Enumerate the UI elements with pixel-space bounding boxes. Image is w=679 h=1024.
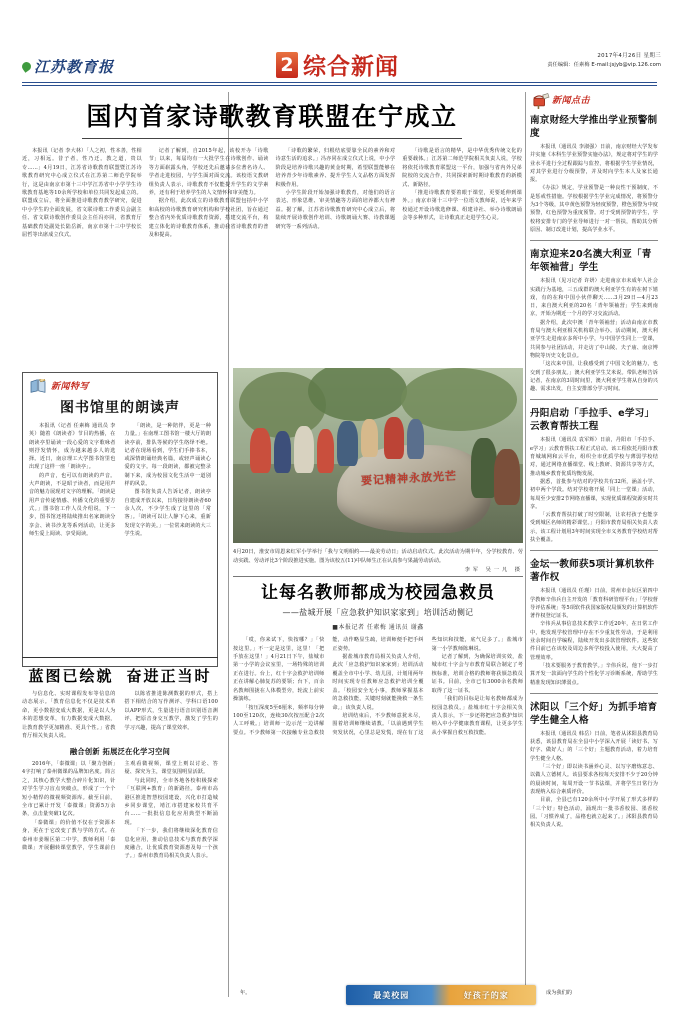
- photo-person: [494, 449, 520, 505]
- leaf-icon: [20, 60, 33, 73]
- bottom-left-subhead: 融合创新 拓展泛在化学习空间: [69, 747, 171, 756]
- second-paragraph: 「我们的目标是让每名教师都成为校园急救员。」盐城市红十字会相关负责人表示，下一步还将把应急救护知识纳入中小学健康教育课程，让更多学生从小掌握自救互救技能。: [431, 696, 523, 736]
- sidebar-headline: 沭阳以「三个好」为抓手培育学生健全人格: [530, 701, 658, 726]
- feature-paragraph: 「朗读，是一种陪伴，更是一种力量。」在南理工图书馆一楼大厅的朗读亭前，排队等候的学生络绎不绝。记者在现场看到，学生们手捧书本，或深情朗诵经典名篇，或轻声诵读心爱的文字。每一段朗读，都被完整录制下来，成为校园文化生活中一道别样的风景。: [124, 423, 211, 488]
- ad-banner[interactable]: [346, 985, 536, 1005]
- sidebar-paragraph: 辛伟兵从事信息技术教学工作近20年，在日常工作中，他发现学校管理中存在不少重复性劳动，于是利用业余时间自学编程，陆续开发出多款管理软件。这些软件目前已在该校及周边多所学校投入使用，大大提高了管理效率。: [530, 621, 658, 661]
- sidebar-paragraph: 目前，全县已有120余所中小学开展了形式多样的「三个好」特色活动，涌现出一批书香校园、墨香校园。「习惯养成了，品格也就立起来了。」沭阳县教育局相关负责人说。: [530, 797, 658, 829]
- lead-paragraph: 小学生阶段开始加强诗歌教育，对他们的语言表达、形象思维、审美情趣等方面的培养都大有裨益。据了解，江苏省诗歌教育研究中心成立后，将陆续开展诗歌创作培训、诗歌朗诵大赛、诗教课题研究等一系列活动。: [275, 190, 396, 230]
- sidebar-paragraph: 本报讯（通讯员 袁军辉）日前，丹阳市「手拉手、e学习」云教育帮扶工程正式启动。该工程依托丹阳市教育城域网和云平台，组织全市优质学校与薄弱学校结对，通过网络直播课堂、线上教研、资源共享等方式，推动城乡教育优质均衡发展。: [530, 437, 658, 477]
- bottom-left-paragraph: 与此同时，全市各地各校积极探索「互联网+教育」的新路径。泰州市高港区推进智慧校园建设，兴化市打造城乡同步课堂，靖江市搭建家校共育平台……一批批信息化应用典型不断涌现。: [124, 777, 218, 826]
- sidebar-paragraph: 「云教育帮扶打破了时空限制，让农村孩子也能享受到城区名师的精彩课堂。」丹阳市教育局相关负责人表示，该工程计划用3年时间实现全市义务教育学校结对帮扶全覆盖。: [530, 512, 658, 543]
- feature-badge: [29, 378, 211, 392]
- feature-paragraph: 的声音，也可以有朗读的声音。大声朗读，不是昭子读者，而是用声音的魅力展现对文字的理解。「朗读是用声音传递情感、传播文化的重要方式。」图书馆工作人员介绍说，下一步，图书馆还将陆续推出名家朗读分享会、读书沙龙等系列活动，让更多师生爱上阅读、享受阅读。: [29, 472, 116, 537]
- photo-person: [337, 421, 357, 467]
- bottom-left-paragraph: 「下一步，我们将继续深化教育信息化应用，推动信息技术与教育教学深度融合，让优质教育资源惠及每一个孩子。」泰州市教育局相关负责人表示。: [124, 828, 218, 860]
- sidebar-paragraph: 据介绍，此次中澳「青年领袖营」活动由南京市教育局与澳大利亚相关机构联合举办。活动期间，澳大利亚学生走进南京多所中小学，与中国学生同上一堂课，共同参与社团活动，并走访了中山陵、夫子庙、南京博物院等历史文化景点。: [530, 319, 658, 359]
- lead-paragraph: 「推进诗歌教育要着眼于课堂，更要延伸到课外。」南京市第十三中学一位语文教师说，近年来学校通过开设诗歌选修课、组建诗社、举办诗歌朗诵会等多种形式，让诗歌真正走进学生心灵。: [402, 190, 522, 222]
- photo-caption: 4月20日，淮安市周恩来红军小学举行「我与文明相约——最美劳动日」活动启动仪式。此次活动为期半年，分学校教育、劳动实践、劳动评比3个阶段推进实施。图为该校五(11)中队师生正在认真参与果蔬劳动活动。: [233, 549, 523, 564]
- sidebar-item-1[interactable]: [530, 248, 658, 393]
- sidebar-separator: [530, 399, 658, 400]
- photo-rock-inscription: 要记精神永放光芒: [360, 468, 457, 488]
- sidebar-paragraph: 本报讯（见习记者 许妍）走进南京市未成年人社会实践行为基地，三五成群的澳大利亚学生有的在树下嬉戏，有的在和中国小伙伴聊天……3月29日—4月23日，来自澳大利亚的20名「青年领袖营」学生来到南京，开始为期近一个月的学习交流活动。: [530, 278, 658, 318]
- masthead-rule-secondary: [22, 85, 657, 86]
- ad-banner-text-a: 最美校园: [373, 990, 410, 1000]
- lead-paragraph: 「诗歌的繁荣，归根结底要靠全民的素养和对诗意生活的追求。」冯亦同在成立仪式上说，中小学阶段是培养诗歌兴趣的黄金时期，希望联盟能够在培养青少年诗歌素养、提升学生人文品格方面发挥积极作用。: [275, 148, 396, 188]
- second-paragraph: 记者了解到，为确保培训实效，盐城市红十字会与市教育局联合制定了考核标准，培训合格的教师将获颁急救员证书。目前，全市已有3000余名教师取得了这一证书。: [431, 654, 523, 694]
- sidebar-paragraph: 本报讯（通讯员 李淑强）日前，南京财经大学发布并实施《本科生学业预警实施办法》，规定将对学生的学业水平进行全过程跟踪与监控，将根据学生学业情况，对其学业进行分级预警，并及时向学生本人及家长通报。: [530, 144, 658, 184]
- photo-person: [317, 429, 334, 473]
- bottom-left-article: [22, 650, 218, 996]
- sidebar-paragraph: 《办法》规定，学业预警是一种良性干预制度，不是惩戒性措施。学校根据学生学业完成情况，将预警分为3个等级，其中黄色预警为轻度预警，橙色预警为中度预警，红色预警为重度预警。对于受到预警的学生，学校将安排专门的学业导师进行一对一帮扶，帮助其分析原因、制订改进计划，提高学业水平。: [530, 185, 658, 233]
- feature-badge-label: 新闻特写: [51, 381, 90, 392]
- second-subhead: ——盐城开展「应急救护知识家家到」培训活动侧记: [282, 608, 474, 618]
- sidebar-item-4[interactable]: [530, 701, 658, 830]
- photo-person: [274, 431, 291, 473]
- section-title: 综合新闻: [303, 54, 399, 80]
- sidebar-headline: 丹阳启动「手拉手、e学习」云教育帮扶工程: [530, 408, 655, 433]
- section-rule: [22, 657, 218, 658]
- lead-paragraph: 据介绍，此次成立的诗歌教育联盟包括中小学和高校的诗歌教育研究机构和学校社团，旨在通过整合省内外优质诗歌教育资源，搭建交流平台，构建立体化的诗歌教育体系，推动我省诗歌教育的普及和提高。: [148, 198, 269, 239]
- lead-headline: 国内首家诗歌教育联盟在宁成立: [86, 102, 458, 131]
- story-rule: [233, 576, 523, 577]
- dual-headline: [22, 665, 218, 686]
- photo-tree: [308, 368, 407, 421]
- bottom-left-paragraph: 与信息化、实时课程发布等信息的动态展示。「教育信息化不仅是技术革命，更小数据变成大数据，更是以人为本的思想变革，有力数据变成大数据，让教育教学更加精准、更具个性。」省教育厅相关负责人说。: [22, 691, 116, 740]
- lead-story: [22, 94, 522, 395]
- second-body: [233, 636, 523, 1008]
- second-paragraph: 据盐城市教育局相关负责人介绍，此次「应急救护知识家家到」培训活动覆盖全市中小学、幼儿园，计划用两年时间实现专任教师应急救护培训全覆盖。「校园安全无小事，教师掌握基本的急救技能，关键时刻就能挽救一条生命。」该负责人说。: [332, 654, 424, 711]
- bottom-left-paragraph: 2016年，「泰微课」以「聚力创新」4字打响了泰州微课的品牌知名度。简言之，其核心教学大整合碎片化知识，针对学生学习盲点突破点，形成了一个个短小精悍的微视频资源库。截至目前，全市已累计开发「泰微课」资源5万余条，点击量突破1亿次。: [22, 761, 116, 818]
- editor-contact: 责任编辑：任素梅 E-mail:jsjyb@vip.126.com: [547, 62, 661, 68]
- section-header: [276, 48, 399, 81]
- mailbox-icon: [530, 92, 548, 107]
- sidebar-separator: [530, 240, 658, 241]
- sidebar-body: [530, 436, 658, 544]
- sidebar-headline: 南京迎来20名澳大利亚「青年领袖营」学生: [530, 249, 652, 274]
- feature-article: [22, 366, 218, 667]
- paper-name: 江苏教育报: [34, 58, 115, 76]
- bottom-left-body-top: [22, 690, 218, 742]
- sidebar-headline: 南京财经大学推出学业预警制度: [530, 115, 658, 139]
- publication-date: 2017年4月26日 星期三: [597, 53, 661, 59]
- second-paragraph: 培训结束后，不少教师意犹未尽，围着培训师继续请教。「以前遇到学生突发状况，心里总是发慌，现在有了这些知识和技能，底气足多了。」盐城市第一小学教师陈琳说。: [332, 637, 523, 736]
- sidebar-paragraph: 本报讯（通讯员 韩岳）日前，笔者从沭阳县教育局获悉，该县教育局在全县中小学深入开展「读好书、写好字、做好人」的「三个好」主题教育活动，着力培育学生健全人格。: [530, 730, 658, 762]
- sidebar-item-3[interactable]: [530, 558, 658, 687]
- sidebar-badge-label: 新闻点击: [552, 96, 591, 106]
- second-paragraph: 「按压深度5至6厘米，频率每分钟100至120次，连续30次按压配合2次人工呼吸。」培训师一边示范一边讲解要点。不少教师第一次接触专业急救技能，动作略显生疏，培训师便手把手纠正姿势。: [233, 637, 424, 736]
- feature-box: [22, 372, 218, 667]
- masthead: [0, 0, 679, 86]
- sidebar-body: [530, 277, 658, 393]
- second-story: [233, 570, 523, 1008]
- bottom-left-paragraph: 「泰微课」的价值不仅在于资源本身，更在于它改变了教与学的方式。在泰州市姜堰区第二中学，教师利用「泰微课」开展翻转课堂教学，学生课前自主观看微视频，课堂上则以讨论、答疑、探究为主，课堂氛围明显活跃。: [22, 761, 218, 852]
- second-byline: ■本报记者 任素梅 通讯员 谢鑫: [332, 624, 424, 632]
- lead-paragraph: 「诗歌是语言的精华，是中华优秀传统文化的重要载体。」江苏第二师范学院相关负责人说，学校将依托诗歌教育联盟这一平台，加强与省内外兄弟院校的交流合作，共同探索新时期诗歌教育的新模式、新路径。: [402, 148, 522, 188]
- photo-credit: 李军 吴一凡 摄: [464, 567, 523, 574]
- dual-headline-b: 奋进正当时: [126, 667, 212, 685]
- photo-person: [471, 438, 497, 498]
- sidebar: [530, 92, 658, 829]
- sidebar-body: [530, 143, 658, 234]
- book-icon: [29, 378, 47, 392]
- photo-person: [250, 428, 270, 474]
- lead-paragraph: 本报讯（记者 李大林）「人之初，性本善，性相近，习相远。昔子者，性乃迁。教之道，贵以专……」4月19日，江苏省诗歌教育联盟暨江苏诗歌教育研究中心成立仪式在江苏第二师范学院举行，这是由南京市第十三中学江苏省中小学学生诗歌教育基地等10余所学校和单位共同发起成立的。联盟成立后，将全面推进诗歌教育教学研究，促进中小学生的全面发展，省文联诗歌工作委员会副主任、省文联诗歌创作委员会主任冯亦同，省教育厅基础教育处副处长陆岳新，南京市第十三中学校长屈哲等出席成立仪式。: [22, 148, 142, 239]
- second-paragraph: 「哎，你来试下，快按哪？」「快按这里。」不一定是这里，这里！「把手放在这里！」4月21日下午，盐城市第一小学的会议室里，一场特殊的培训正在进行。台上，红十字会救护培训师正在讲解心肺复苏的要领；台下，百余名教师围拢在人体模型旁，轮流上前实操演练。: [233, 637, 325, 703]
- sidebar-paragraph: 「这次来中国，让我感受到了中国文化的魅力，也交到了很多朋友。」澳大利亚学生艾米说。带队老师告诉记者，在南京的3周时间里，澳大利亚学生将从自身的兴趣、需求出发，自主安排部分学习时间。: [530, 361, 658, 393]
- dual-headline-a: 蓝图已绘就: [28, 667, 114, 685]
- bottom-left-paragraph: 以陈省推进陈测数据的形式，搭上搭下相结合的写作测评、学科口语100以APP形式，生量进行语音识别语音测评，把原音身交互教学，激发了学生的学习兴趣，提高了课堂效率。: [124, 691, 218, 731]
- sidebar-item-2[interactable]: [530, 407, 658, 544]
- lead-rule: [82, 138, 462, 139]
- column-divider-right: [525, 92, 526, 997]
- sidebar-headline: 金坛一教师获5项计算机软件著作权: [530, 559, 655, 584]
- page-number-badge: 2: [276, 52, 298, 78]
- sidebar-paragraph: 据悉，首批参与结对的学校共有32所，涵盖小学、初中两个学段。结对学校将开展「同上一堂课」活动，每周至少安排2节网络直播课，实现优质课程资源实时共享。: [530, 478, 658, 510]
- bottom-left-body: [22, 760, 218, 996]
- sidebar-paragraph: 「三个好」即以读书涵养心灵、以写字磨炼意志、以做人立德树人。该县要求各校每天安排不少于20分钟的晨读时间，每周开设一节书法课，并将学生日常行为表现纳入综合素质评价。: [530, 764, 658, 795]
- sidebar-separator: [530, 550, 658, 551]
- photo-article: [233, 366, 523, 573]
- lead-body: [22, 147, 522, 395]
- feature-body: [29, 422, 211, 660]
- masthead-rule: [22, 82, 657, 83]
- ad-banner-text-b: 好孩子的家: [463, 990, 509, 1000]
- feature-paragraph: 本报讯（记者 任素梅 通讯员 李英）随着《朗读者》节目的热播，在朗读亭里诵读一段心爱的文字歌咏者则抒发情怀，成为越来越多人的选择。近日，南京理工大学图书馆里也出现了这样一座「朗读亭」。: [29, 423, 116, 471]
- photo-person: [294, 426, 314, 473]
- ad-left-text: 年。: [240, 990, 251, 996]
- photo-person: [384, 417, 404, 459]
- sidebar-body: [530, 587, 658, 687]
- photo-person: [361, 419, 378, 458]
- feature-paragraph: 图书馆负责人告诉记者，朗读亭自建成开放以来，日均接待朗读者60余人次，不少学生成了这里的「常客」。「朗读可以让人静下心来，重新发现文字的美。」一位常来朗读的大三学生说。: [124, 489, 211, 537]
- sidebar-badge: [530, 92, 658, 107]
- ad-right-text: 成为我们的: [546, 990, 572, 996]
- second-headline: 让每名教师都成为校园急救员: [261, 583, 495, 603]
- sidebar-item-0[interactable]: [530, 114, 658, 234]
- sidebar-paragraph: 「技术要服务于教育教学。」辛伟兵说，他下一步打算开发一款面向学生的个性化学习诊断系统，帮助学生精准发现知识薄弱点。: [530, 662, 658, 686]
- news-photo: [233, 368, 523, 543]
- feature-headline: 图书馆里的朗读声: [60, 400, 180, 416]
- sidebar-paragraph: 本报讯（通讯员 任瑾）日前，常州市金坛区第四中学教师辛伟兵自主开发的「教育科研管理平台」「学校督导评估系统」等5项软件获国家版权局颁发的计算机软件著作权登记证书。: [530, 588, 658, 620]
- lead-paragraph: 记者了解到，自2015年起，该校开办「诗歌节」以来，每届均有一大批学生在诗歌创作、诵读等方面崭露头角，学校还先后邀请多位著名诗人、学者走进校园，与学生面对面交流。该校语文教研组负责人表示，诗歌教育不仅能提升学生的文学素养，还有利于培养学生的人文情怀和审美能力。: [148, 148, 269, 197]
- sidebar-separator: [530, 693, 658, 694]
- photo-person: [407, 419, 424, 459]
- masthead-meta: [547, 52, 661, 70]
- paper-logo[interactable]: [22, 56, 114, 77]
- sidebar-body: [530, 730, 658, 830]
